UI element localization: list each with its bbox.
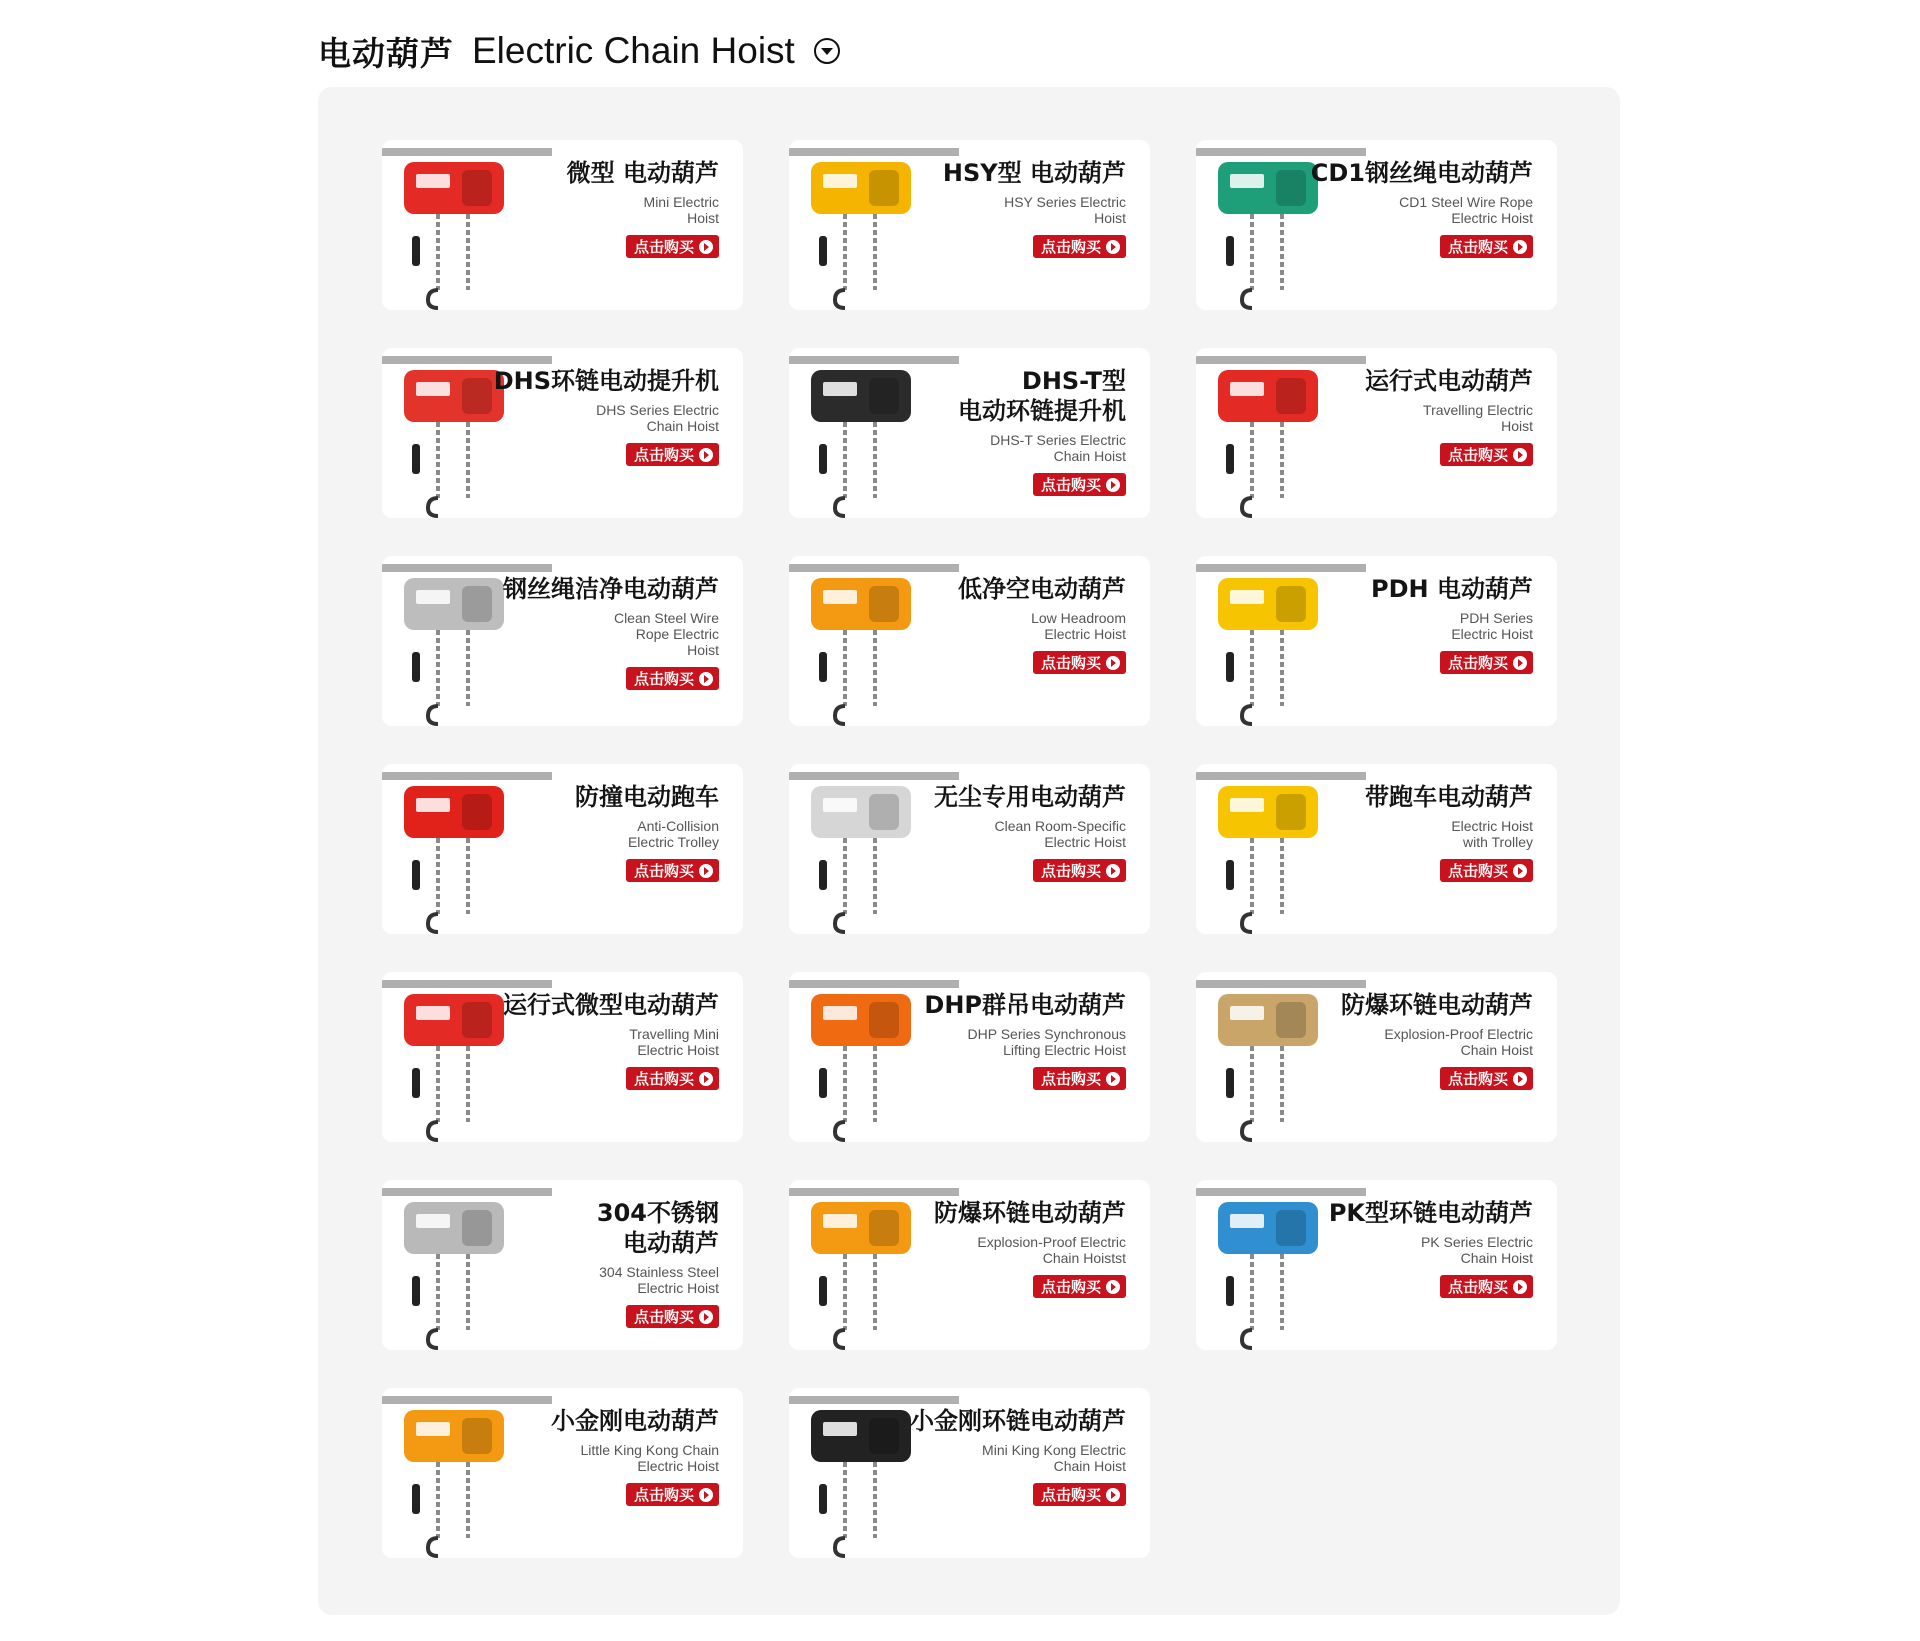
buy-button-label: 点击购买 — [1447, 1070, 1508, 1088]
section-title-cn: 电动葫芦 — [318, 33, 454, 73]
buy-button-label: 点击购买 — [1040, 1486, 1101, 1504]
product-subtitle: DHS-T Series Electric Chain Hoist — [990, 432, 1126, 464]
arrow-right-icon — [1106, 240, 1120, 254]
buy-button-label: 点击购买 — [1447, 446, 1508, 464]
buy-button-label: 点击购买 — [1040, 238, 1101, 256]
product-info — [896, 366, 1126, 496]
arrow-right-icon — [1106, 1280, 1120, 1294]
buy-button[interactable] — [626, 859, 719, 882]
product-subtitle: Explosion-Proof Electric Chain Hoist — [1384, 1026, 1533, 1058]
product-card[interactable] — [382, 1180, 743, 1350]
product-title: DHS环链电动提升机 — [493, 367, 719, 395]
buy-button-label: 点击购买 — [633, 1070, 694, 1088]
buy-button-label: 点击购买 — [1447, 238, 1508, 256]
product-title: 304不锈钢 电动葫芦 — [596, 1199, 719, 1257]
product-subtitle: CD1 Steel Wire Rope Electric Hoist — [1399, 194, 1533, 226]
product-card[interactable] — [789, 764, 1150, 934]
buy-button-label: 点击购买 — [633, 1486, 694, 1504]
product-title: 带跑车电动葫芦 — [1365, 783, 1533, 811]
product-info — [489, 158, 719, 258]
product-info — [489, 1406, 719, 1506]
arrow-right-icon — [1106, 656, 1120, 670]
product-card[interactable] — [789, 348, 1150, 518]
product-subtitle: Anti-Collision Electric Trolley — [627, 818, 719, 850]
product-subtitle: Mini Electric Hoist — [643, 194, 719, 226]
product-title: 防爆环链电动葫芦 — [934, 1199, 1126, 1227]
product-grid — [382, 140, 1557, 1558]
buy-button[interactable] — [626, 1483, 719, 1506]
buy-button[interactable] — [1440, 443, 1533, 466]
product-title: DHS-T型 电动环链提升机 — [958, 367, 1126, 425]
product-info — [489, 990, 719, 1090]
product-subtitle: Electric Hoist with Trolley — [1451, 818, 1533, 850]
product-title: 小金刚电动葫芦 — [551, 1407, 719, 1435]
product-card[interactable] — [1196, 556, 1557, 726]
buy-button[interactable] — [626, 667, 719, 690]
chevron-down-icon[interactable] — [813, 37, 841, 65]
product-subtitle: Little King Kong Chain Electric Hoist — [580, 1442, 719, 1474]
product-info — [489, 1198, 719, 1328]
product-title: 低净空电动葫芦 — [958, 575, 1126, 603]
product-info — [896, 574, 1126, 674]
arrow-right-icon — [1513, 448, 1527, 462]
arrow-right-icon — [699, 1310, 713, 1324]
buy-button[interactable] — [1033, 1483, 1126, 1506]
product-info — [1303, 366, 1533, 466]
product-subtitle: PK Series Electric Chain Hoist — [1420, 1234, 1533, 1266]
buy-button-label: 点击购买 — [1040, 476, 1101, 494]
product-panel — [318, 87, 1620, 1615]
product-title: 无尘专用电动葫芦 — [934, 783, 1126, 811]
product-info — [489, 782, 719, 882]
product-card[interactable] — [1196, 764, 1557, 934]
arrow-right-icon — [699, 1488, 713, 1502]
buy-button[interactable] — [1033, 473, 1126, 496]
buy-button[interactable] — [1440, 1275, 1533, 1298]
product-card[interactable] — [789, 556, 1150, 726]
product-subtitle: Travelling Mini Electric Hoist — [629, 1026, 719, 1058]
product-subtitle: Clean Room-Specific Electric Hoist — [994, 818, 1126, 850]
product-title: 运行式电动葫芦 — [1365, 367, 1533, 395]
product-card[interactable] — [789, 1388, 1150, 1558]
product-card[interactable] — [1196, 348, 1557, 518]
product-card[interactable] — [789, 1180, 1150, 1350]
product-info — [896, 782, 1126, 882]
product-title: 防爆环链电动葫芦 — [1341, 991, 1533, 1019]
arrow-right-icon — [699, 672, 713, 686]
arrow-right-icon — [699, 864, 713, 878]
buy-button-label: 点击购买 — [633, 862, 694, 880]
buy-button[interactable] — [626, 1067, 719, 1090]
product-card[interactable] — [382, 556, 743, 726]
arrow-right-icon — [1513, 1072, 1527, 1086]
product-subtitle: HSY Series Electric Hoist — [1004, 194, 1126, 226]
arrow-right-icon — [699, 240, 713, 254]
buy-button-label: 点击购买 — [633, 1308, 694, 1326]
product-title: 钢丝绳洁净电动葫芦 — [503, 575, 719, 603]
product-title: DHP群吊电动葫芦 — [924, 991, 1126, 1019]
arrow-right-icon — [1106, 478, 1120, 492]
buy-button[interactable] — [1033, 1067, 1126, 1090]
product-info — [896, 1406, 1126, 1506]
buy-button[interactable] — [1033, 859, 1126, 882]
arrow-right-icon — [1513, 864, 1527, 878]
product-card[interactable] — [1196, 972, 1557, 1142]
product-card[interactable] — [382, 1388, 743, 1558]
product-subtitle: DHS Series Electric Chain Hoist — [596, 402, 719, 434]
buy-button[interactable] — [1440, 1067, 1533, 1090]
buy-button-label: 点击购买 — [1040, 654, 1101, 672]
product-info — [1303, 1198, 1533, 1298]
product-card[interactable] — [1196, 1180, 1557, 1350]
arrow-right-icon — [1513, 1280, 1527, 1294]
buy-button-label: 点击购买 — [633, 238, 694, 256]
buy-button[interactable] — [626, 443, 719, 466]
arrow-right-icon — [1106, 864, 1120, 878]
product-subtitle: Low Headroom Electric Hoist — [1031, 610, 1126, 642]
product-title: 防撞电动跑车 — [575, 783, 719, 811]
product-card[interactable] — [789, 140, 1150, 310]
product-card[interactable] — [382, 348, 743, 518]
product-subtitle: Travelling Electric Hoist — [1423, 402, 1533, 434]
product-title: PDH 电动葫芦 — [1371, 575, 1533, 603]
buy-button-label: 点击购买 — [1447, 654, 1508, 672]
buy-button[interactable] — [1033, 235, 1126, 258]
product-info — [489, 574, 719, 690]
section-title-en: Electric Chain Hoist — [472, 30, 795, 71]
buy-button[interactable] — [1440, 859, 1533, 882]
buy-button-label: 点击购买 — [633, 446, 694, 464]
product-info — [1303, 782, 1533, 882]
arrow-right-icon — [1106, 1488, 1120, 1502]
product-title: PK型环链电动葫芦 — [1328, 1199, 1533, 1227]
product-subtitle: PDH Series Electric Hoist — [1451, 610, 1533, 642]
buy-button[interactable] — [1440, 651, 1533, 674]
buy-button-label: 点击购买 — [1447, 862, 1508, 880]
buy-button-label: 点击购买 — [1447, 1278, 1508, 1296]
section-header — [318, 26, 841, 76]
product-info — [1303, 574, 1533, 674]
product-info — [896, 158, 1126, 258]
buy-button[interactable] — [626, 235, 719, 258]
product-info — [896, 990, 1126, 1090]
product-info — [896, 1198, 1126, 1298]
arrow-right-icon — [1513, 656, 1527, 670]
buy-button-label: 点击购买 — [633, 670, 694, 688]
product-title: 运行式微型电动葫芦 — [503, 991, 719, 1019]
product-subtitle: Explosion-Proof Electric Chain Hoistst — [977, 1234, 1126, 1266]
product-card[interactable] — [1196, 140, 1557, 310]
arrow-right-icon — [1513, 240, 1527, 254]
arrow-right-icon — [699, 448, 713, 462]
product-subtitle: Mini King Kong Electric Chain Hoist — [982, 1442, 1126, 1474]
product-info — [489, 366, 719, 466]
product-info — [1303, 990, 1533, 1090]
product-subtitle: Clean Steel Wire Rope Electric Hoist — [613, 610, 719, 658]
buy-button[interactable] — [1033, 1275, 1126, 1298]
product-title: 小金刚环链电动葫芦 — [910, 1407, 1126, 1435]
product-title: CD1钢丝绳电动葫芦 — [1310, 159, 1533, 187]
product-title: HSY型 电动葫芦 — [942, 159, 1126, 187]
product-subtitle: 304 Stainless Steel Electric Hoist — [599, 1264, 719, 1296]
buy-button-label: 点击购买 — [1040, 1278, 1101, 1296]
buy-button[interactable] — [1033, 651, 1126, 674]
product-info — [1303, 158, 1533, 258]
product-card[interactable] — [382, 140, 743, 310]
buy-button[interactable] — [1440, 235, 1533, 258]
buy-button[interactable] — [626, 1305, 719, 1328]
product-card[interactable] — [789, 972, 1150, 1142]
arrow-right-icon — [699, 1072, 713, 1086]
product-title: 微型 电动葫芦 — [566, 159, 719, 187]
arrow-right-icon — [1106, 1072, 1120, 1086]
buy-button-label: 点击购买 — [1040, 1070, 1101, 1088]
product-subtitle: DHP Series Synchronous Lifting Electric Hoist — [967, 1026, 1126, 1058]
product-card[interactable] — [382, 972, 743, 1142]
buy-button-label: 点击购买 — [1040, 862, 1101, 880]
product-card[interactable] — [382, 764, 743, 934]
